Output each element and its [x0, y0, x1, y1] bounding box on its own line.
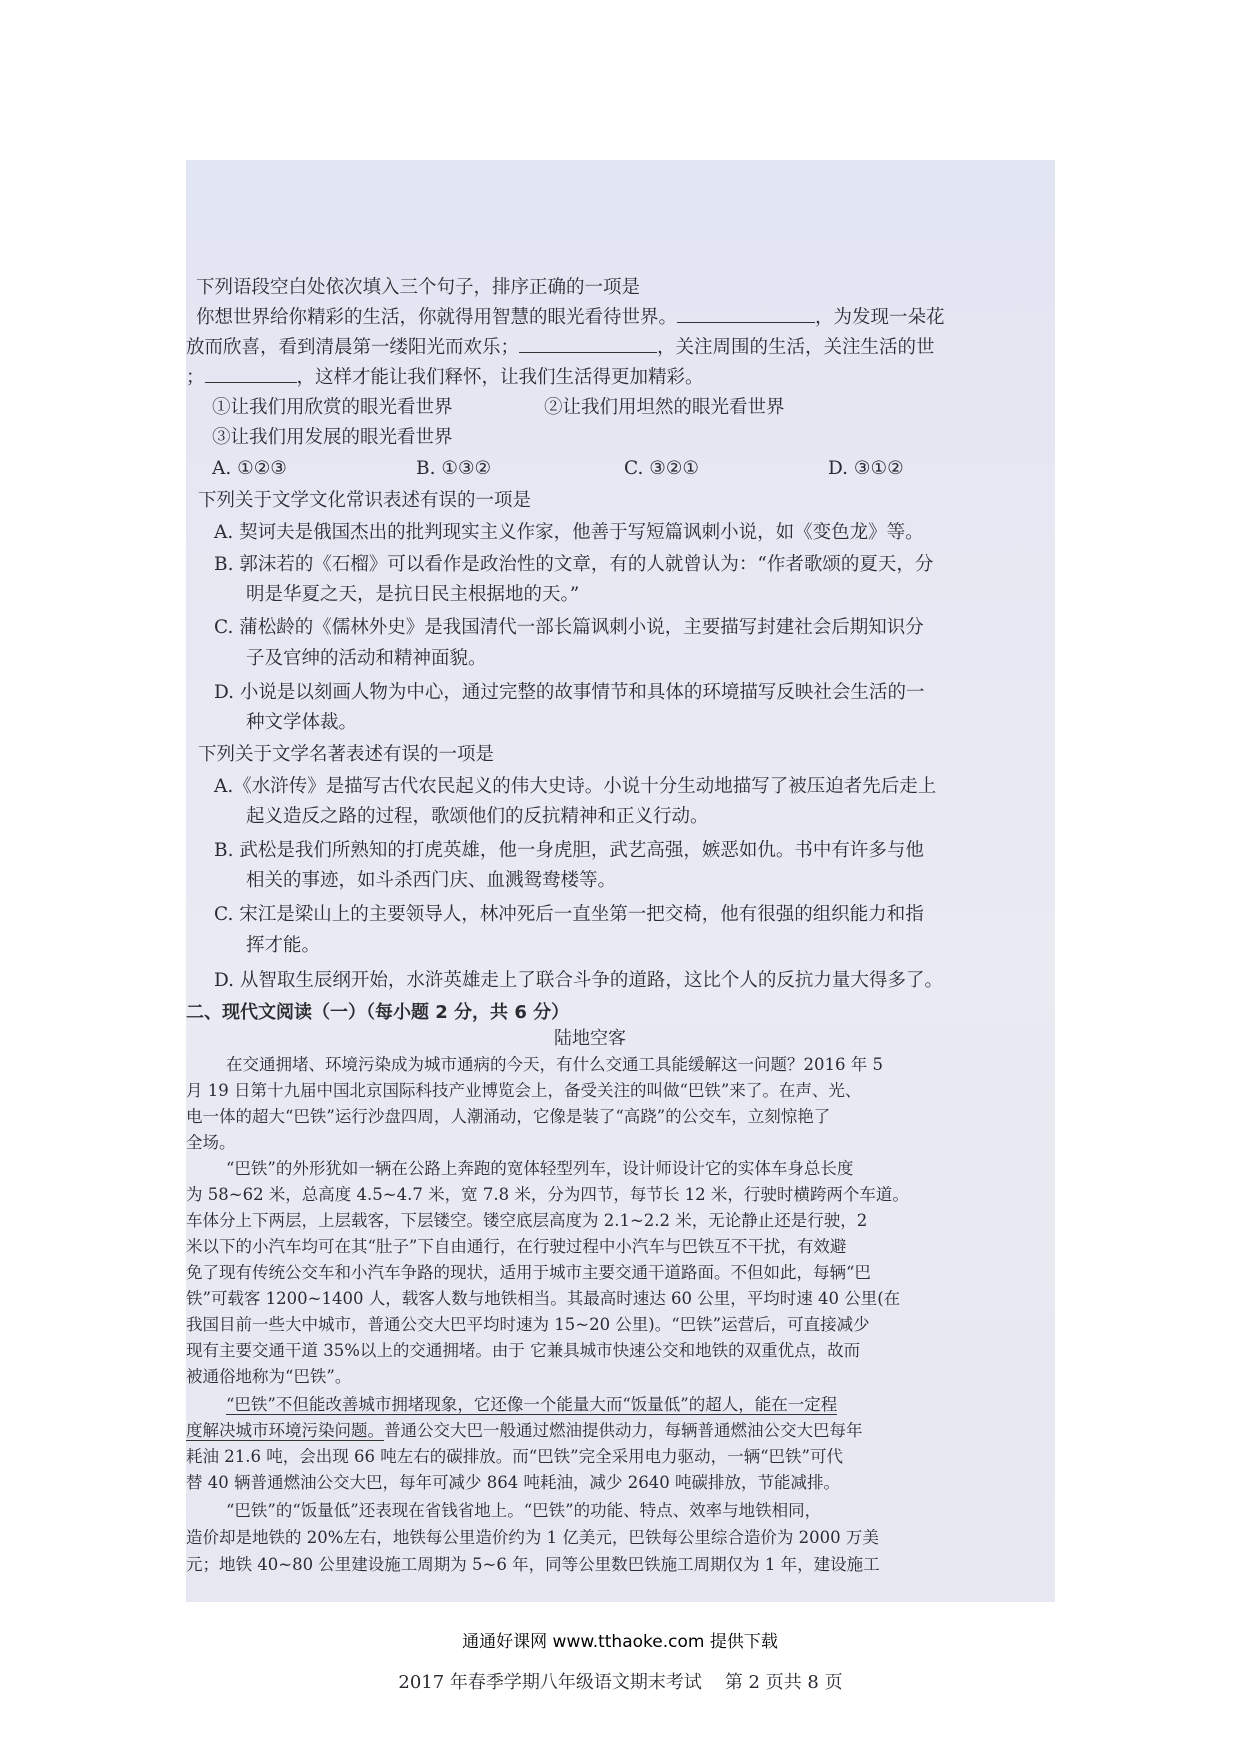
- answer-choice-c: C. ③②①: [624, 458, 700, 479]
- question-stem-sentence-order: 下列语段空白处依次填入三个句子，排序正确的一项是: [196, 277, 641, 298]
- passage-line: 铁”可载客 1200~1400 人，载客人数与地铁相当。其最高时速达 60 公里，平均时速 40 公里(在: [186, 1289, 901, 1308]
- classic-option-a: A.《水浒传》是描写古代农民起义的伟大史诗。小说十分生动地描写了被压迫者先后走上: [214, 776, 937, 797]
- passage-line: 免了现有传统公交车和小汽车争路的现状，适用于城市主要交通干道路面。不但如此，每辆“巴: [186, 1263, 871, 1282]
- question-passage-line: 放而欣喜，看到清晨第一缕阳光而欢乐； ，关注周围的生活，关注生活的世: [186, 337, 935, 358]
- question-stem-classic: 下列关于文学名著表述有误的一项是: [198, 744, 495, 765]
- passage-line: 我国目前一些大中城市，普通公交大巴平均时速为 15~20 公里)。“巴铁”运营后，可直接减少: [186, 1315, 870, 1334]
- classic-option-d: D. 从智取生辰纲开始，水浒英雄走上了联合斗争的道路，这比个人的反抗力量大得多了。: [214, 970, 943, 991]
- passage-line: 米以下的小汽车均可在其“肚子”下自由通行，在行驶过程中小汽车与巴铁互不干扰，有效避: [186, 1237, 847, 1256]
- classic-option-c-cont: 挥才能。: [246, 935, 321, 956]
- option-item-1: ①让我们用欣赏的眼光看世界: [212, 397, 453, 418]
- passage-line: 月 19 日第十九届中国北京国际科技产业博览会上，备受关注的叫做“巴铁”来了。在声、光、: [186, 1081, 862, 1100]
- classic-option-b: B. 武松是我们所熟知的打虎英雄，他一身虎胆，武艺高强，嫉恶如仇。书中有许多与他: [214, 840, 924, 861]
- classic-option-c: C. 宋江是梁山上的主要领导人，林冲死后一直坐第一把交椅，他有很强的组织能力和指: [214, 904, 924, 925]
- passage-line: 被通俗地称为“巴铁”。: [186, 1367, 352, 1386]
- passage-line: 电一体的超大“巴铁”运行沙盘四周，人潮涌动，它像是装了“高跷”的公交车，立刻惊艳了: [186, 1107, 831, 1126]
- passage-line: 元；地铁 40~80 公里建设施工周期为 5~6 年，同等公里数巴铁施工周期仅为 1 年，建设施工: [186, 1555, 880, 1574]
- question-passage-line: ； ，这样才能让我们释怀，让我们生活得更加精彩。: [186, 367, 704, 388]
- page-footer: [186, 1668, 1055, 1694]
- fill-blank: [519, 338, 657, 353]
- question-passage-line: 你想世界给你精彩的生活，你就得用智慧的眼光看待世界。 ，为发现一朵花: [196, 307, 945, 328]
- section-heading: 二、现代文阅读（一）（每小题 2 分，共 6 分）: [186, 1002, 570, 1023]
- literature-option-d-cont: 种文学体裁。: [246, 712, 358, 733]
- passage-line: 全场。: [186, 1133, 236, 1152]
- fill-blank: [205, 368, 297, 383]
- literature-option-c: C. 蒲松龄的《儒林外史》是我国清代一部长篇讽刺小说，主要描写封建社会后期知识分: [214, 617, 924, 638]
- classic-option-b-cont: 相关的事迹，如斗杀西门庆、血溅鸳鸯楼等。: [246, 870, 617, 891]
- literature-option-d: D. 小说是以刻画人物为中心，通过完整的故事情节和具体的环境描写反映社会生活的一: [214, 682, 925, 703]
- download-credit: 通通好课网 www.tthaoke.com 提供下载: [462, 1632, 778, 1652]
- literature-option-b: B. 郭沫若的《石榴》可以看作是政治性的文章，有的人就曾认为：“作者歌颂的夏天，分: [214, 554, 934, 575]
- question-stem-literature: 下列关于文学文化常识表述有误的一项是: [198, 490, 532, 511]
- passage-line: 造价却是地铁的 20%左右，地铁每公里造价约为 1 亿美元，巴铁每公里综合造价为 2000 万美: [186, 1528, 879, 1547]
- passage-line: 现有主要交通干道 35%以上的交通拥堵。由于 它兼具城市快速公交和地铁的双重优点，故而: [186, 1341, 861, 1360]
- passage-line: 度解决城市环境污染问题。普通公交大巴一般通过燃油提供动力，每辆普通燃油公交大巴每年: [186, 1421, 863, 1440]
- passage-line: 耗油 21.6 吨，会出现 66 吨左右的碳排放。而“巴铁”完全采用电力驱动，一辆“巴铁”可代: [186, 1447, 843, 1466]
- exam-name: 2017 年春季学期八年级语文期末考试: [398, 1672, 702, 1693]
- passage-line-underlined: [226, 1394, 837, 1416]
- passage-line: 为 58~62 米，总高度 4.5~4.7 米，宽 7.8 米，分为四节，每节长 12 米，行驶时横跨两个车道。: [186, 1185, 909, 1204]
- literature-option-a: A. 契诃夫是俄国杰出的批判现实主义作家，他善于写短篇讽刺小说，如《变色龙》等。: [214, 522, 924, 543]
- passage-line: “巴铁”的“饭量低”还表现在省钱省地上。“巴铁”的功能、特点、效率与地铁相同，: [226, 1501, 822, 1520]
- literature-option-c-cont: 子及官绅的活动和精神面貌。: [246, 648, 487, 669]
- fill-blank: [677, 308, 815, 323]
- passage-title: 陆地空客: [554, 1028, 626, 1049]
- passage-line: “巴铁”的外形犹如一辆在公路上奔跑的宽体轻型列车，设计师设计它的实体车身总长度: [226, 1159, 854, 1178]
- passage-line: 在交通拥堵、环境污染成为城市通病的今天，有什么交通工具能缓解这一问题？2016 年 5: [226, 1055, 883, 1074]
- page-number: 第 2 页共 8 页: [724, 1672, 843, 1693]
- passage-line: 车体分上下两层，上层载客，下层镂空。镂空底层高度为 2.1~2.2 米，无论静止还是行驶，2: [186, 1211, 868, 1230]
- classic-option-a-cont: 起义造反之路的过程，歌颂他们的反抗精神和正义行动。: [246, 806, 709, 827]
- answer-choice-b: B. ①③②: [416, 458, 492, 479]
- option-item-3: ③让我们用发展的眼光看世界: [212, 427, 453, 448]
- underlined-sentence: 度解决城市环境污染问题。: [186, 1421, 384, 1440]
- answer-choice-d: D. ③①②: [828, 458, 904, 479]
- underlined-sentence: “巴铁”不但能改善城市拥堵现象，它还像一个能量大而“饭量低”的超人，能在一定程: [226, 1395, 838, 1414]
- passage-line: 替 40 辆普通燃油公交大巴，每年可减少 864 吨耗油，减少 2640 吨碳排放，节能减排。: [186, 1473, 840, 1492]
- literature-option-b-cont: 明是华夏之天，是抗日民主根据地的天。”: [246, 584, 580, 605]
- option-item-2: ②让我们用坦然的眼光看世界: [544, 397, 785, 418]
- answer-choice-a: A. ①②③: [212, 458, 287, 479]
